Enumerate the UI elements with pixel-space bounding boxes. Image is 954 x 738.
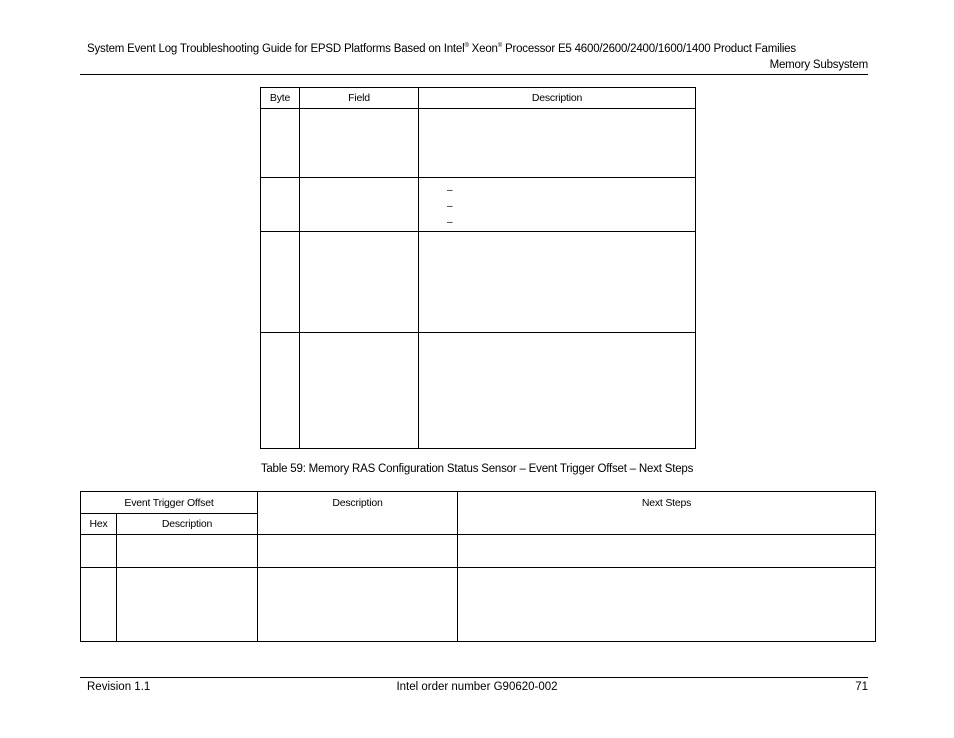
next-steps-table	[80, 491, 876, 642]
table-row	[261, 109, 696, 178]
table-cell	[300, 109, 419, 178]
header-offset-description: Description	[117, 514, 258, 535]
header-field: Field	[300, 88, 419, 109]
table-row	[81, 568, 876, 642]
table-cell	[419, 109, 696, 178]
table-cell	[81, 535, 117, 568]
table-row	[261, 232, 696, 333]
page-number: 71	[855, 681, 868, 693]
list-item: –	[447, 185, 453, 196]
table-row	[261, 333, 696, 449]
section-title: Memory Subsystem	[769, 59, 868, 71]
title-part-3: Processor E5 4600/2600/2400/1600/1400 Product Families	[501, 43, 796, 55]
revision-label: Revision 1.1	[87, 681, 151, 693]
table-cell	[300, 178, 419, 232]
table-cell	[458, 568, 876, 642]
header-description: Description	[419, 88, 696, 109]
header-description: Description	[258, 492, 458, 535]
table-cell	[117, 568, 258, 642]
sensor-fields-table	[260, 87, 696, 449]
table-cell	[258, 568, 458, 642]
table-cell	[419, 333, 696, 449]
table-cell	[117, 535, 258, 568]
header-event-trigger-offset: Event Trigger Offset	[81, 492, 258, 514]
table-cell	[261, 178, 300, 232]
table-row	[261, 178, 696, 232]
registered-mark-2: ®	[497, 43, 502, 50]
header-next-steps: Next Steps	[458, 492, 876, 535]
table-header-row	[261, 88, 696, 109]
table-cell	[419, 232, 696, 333]
table-cell	[300, 333, 419, 449]
title-part-2: Xeon	[468, 43, 498, 55]
registered-mark: ®	[464, 43, 469, 50]
list-item: –	[447, 201, 453, 212]
table-header-row	[81, 492, 876, 514]
title-part-1: System Event Log Troubleshooting Guide for EPSD Platforms Based on Intel	[87, 43, 465, 55]
header-rule	[80, 74, 868, 75]
table-cell	[458, 535, 876, 568]
table-cell	[300, 232, 419, 333]
header-byte: Byte	[261, 88, 300, 109]
table-cell	[258, 535, 458, 568]
document-title	[87, 43, 796, 55]
table-cell	[261, 232, 300, 333]
table-cell	[419, 178, 696, 232]
order-number: Intel order number G90620-002	[396, 681, 558, 693]
table-cell	[261, 333, 300, 449]
table-cell	[261, 109, 300, 178]
table-cell	[81, 568, 117, 642]
dash-list	[419, 178, 695, 231]
table-row	[81, 535, 876, 568]
footer-rule	[80, 677, 868, 678]
header-hex: Hex	[81, 514, 117, 535]
table-caption: Table 59: Memory RAS Configuration Status Sensor – Event Trigger Offset – Next Steps	[260, 463, 694, 475]
list-item: –	[447, 217, 453, 228]
